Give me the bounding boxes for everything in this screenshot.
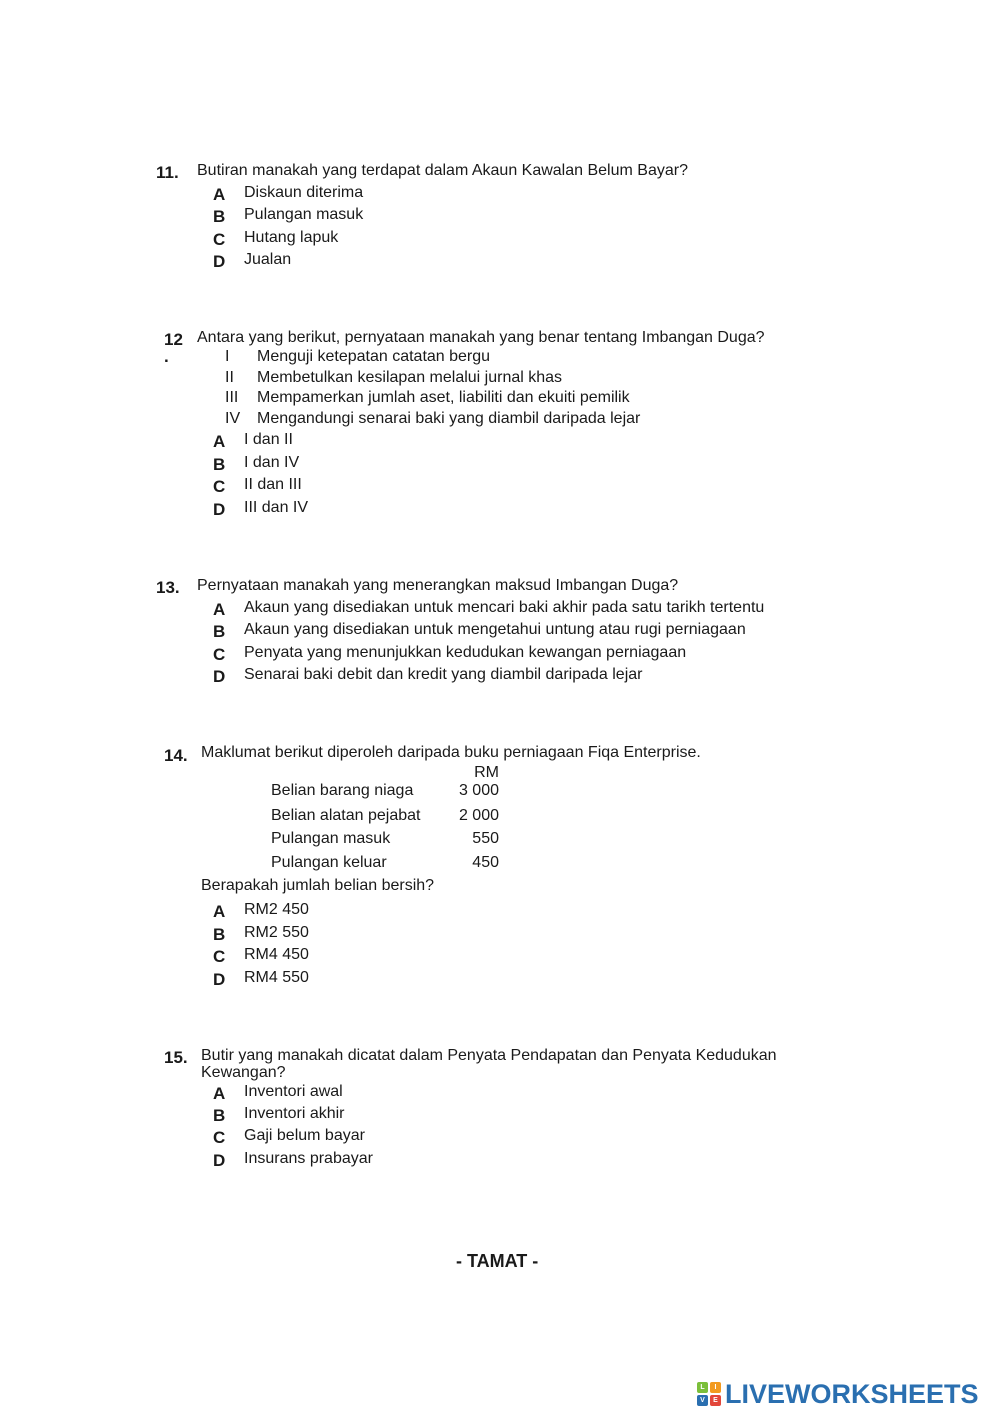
q14-table-item: Belian barang niaga — [271, 782, 414, 799]
question-11-number: 11. — [156, 163, 179, 182]
q11-option-c-letter[interactable]: C — [213, 230, 226, 249]
q14-option-d-text[interactable]: RM4 550 — [244, 969, 309, 986]
q14-option-a-text[interactable]: RM2 450 — [244, 901, 309, 918]
question-13-text: Pernyataan manakah yang menerangkan maksud Imbangan Duga? — [197, 577, 679, 594]
question-14-text: Maklumat berikut diperoleh daripada buku perniagaan Fiqa Enterprise. — [201, 744, 701, 761]
question-13-number: 13. — [156, 578, 180, 597]
liveworksheets-brand: LIVEWORKSHEETS — [725, 1378, 979, 1409]
q13-option-c-text[interactable]: Penyata yang menunjukkan kedudukan kewangan perniagaan — [244, 644, 687, 661]
q12-option-b-letter[interactable]: B — [213, 455, 226, 474]
liveworksheets-logo-icon — [697, 1382, 721, 1406]
q13-option-b-letter[interactable]: B — [213, 622, 226, 641]
q14-table-amount: 450 — [472, 854, 499, 871]
q12-option-c-letter[interactable]: C — [213, 477, 226, 496]
q13-option-c-letter[interactable]: C — [213, 645, 226, 664]
q14-table-amount: 3 000 — [458, 782, 499, 799]
q12-statement-1-roman: I — [225, 348, 230, 365]
q14-option-b-letter[interactable]: B — [213, 925, 226, 944]
q14-table-item: Pulangan keluar — [271, 854, 387, 871]
question-15-text-line2: Kewangan? — [201, 1064, 286, 1081]
q11-option-b-text[interactable]: Pulangan masuk — [244, 206, 364, 223]
q14-table-item: Pulangan masuk — [271, 830, 391, 847]
q15-option-c-text[interactable]: Gaji belum bayar — [244, 1127, 365, 1144]
q12-option-a-letter[interactable]: A — [213, 432, 226, 451]
q12-option-b-text[interactable]: I dan IV — [244, 454, 300, 471]
q13-option-a-text[interactable]: Akaun yang disediakan untuk mencari baki akhir pada satu tarikh tertentu — [244, 599, 765, 616]
q14-option-c-text[interactable]: RM4 450 — [244, 946, 309, 963]
q14-table-amount: 550 — [472, 830, 499, 847]
logo-tile: V — [697, 1395, 708, 1406]
logo-tile: E — [710, 1395, 721, 1406]
q13-option-d-letter[interactable]: D — [213, 667, 226, 686]
q13-option-d-text[interactable]: Senarai baki debit dan kredit yang diambil daripada lejar — [244, 666, 643, 683]
q15-option-d-text[interactable]: Insurans prabayar — [244, 1150, 373, 1167]
q14-table-amount: 2 000 — [458, 807, 499, 824]
q13-option-a-letter[interactable]: A — [213, 600, 226, 619]
question-15-number: 15. — [164, 1048, 188, 1067]
q12-statement-4-roman: IV — [225, 410, 241, 427]
q11-option-d-text[interactable]: Jualan — [244, 251, 292, 268]
q12-option-c-text[interactable]: II dan III — [244, 476, 302, 493]
q11-option-a-letter[interactable]: A — [213, 185, 226, 204]
q14-table-item: Belian alatan pejabat — [271, 807, 421, 824]
q14-option-b-text[interactable]: RM2 550 — [244, 924, 309, 941]
q14-table-header: RM — [474, 764, 499, 781]
q13-option-b-text[interactable]: Akaun yang disediakan untuk mengetahui untung atau rugi perniagaan — [244, 621, 746, 638]
q15-option-c-letter[interactable]: C — [213, 1128, 226, 1147]
q15-option-d-letter[interactable]: D — [213, 1151, 226, 1170]
question-12-number: 12 — [164, 330, 183, 349]
question-15-text-line1: Butir yang manakah dicatat dalam Penyata Pendapatan dan Penyata Kedudukan — [201, 1047, 777, 1064]
q12-statement-3-roman: III — [225, 389, 239, 406]
q11-option-b-letter[interactable]: B — [213, 207, 226, 226]
q12-statement-3-text: Mempamerkan jumlah aset, liabiliti dan ekuiti pemilik — [257, 389, 630, 406]
q14-option-d-letter[interactable]: D — [213, 970, 226, 989]
question-12-text: Antara yang berikut, pernyataan manakah yang benar tentang Imbangan Duga? — [197, 329, 765, 346]
q12-statement-2-text: Membetulkan kesilapan melalui jurnal khas — [257, 369, 563, 386]
logo-tile: L — [697, 1382, 708, 1393]
q12-statement-1-text: Menguji ketepatan catatan bergu — [257, 348, 491, 365]
q12-statement-2-roman: II — [225, 369, 234, 386]
end-marker: - TAMAT - — [456, 1251, 539, 1271]
question-11-text: Butiran manakah yang terdapat dalam Akaun Kawalan Belum Bayar? — [197, 162, 688, 179]
q14-subquestion: Berapakah jumlah belian bersih? — [201, 877, 435, 894]
q15-option-a-letter[interactable]: A — [213, 1084, 226, 1103]
q12-option-a-text[interactable]: I dan II — [244, 431, 293, 448]
q12-option-d-letter[interactable]: D — [213, 500, 226, 519]
logo-tile: I — [710, 1382, 721, 1393]
liveworksheets-logo — [697, 1378, 979, 1410]
question-12-number-dot: . — [164, 347, 169, 366]
q11-option-a-text[interactable]: Diskaun diterima — [244, 184, 364, 201]
q14-option-a-letter[interactable]: A — [213, 902, 226, 921]
q12-option-d-text[interactable]: III dan IV — [244, 499, 309, 516]
q15-option-a-text[interactable]: Inventori awal — [244, 1083, 343, 1100]
q15-option-b-text[interactable]: Inventori akhir — [244, 1105, 345, 1122]
q15-option-b-letter[interactable]: B — [213, 1106, 226, 1125]
question-14-number: 14. — [164, 746, 188, 765]
q12-statement-4-text: Mengandungi senarai baki yang diambil daripada lejar — [257, 410, 641, 427]
q14-option-c-letter[interactable]: C — [213, 947, 226, 966]
q11-option-c-text[interactable]: Hutang lapuk — [244, 229, 339, 246]
q11-option-d-letter[interactable]: D — [213, 252, 226, 271]
